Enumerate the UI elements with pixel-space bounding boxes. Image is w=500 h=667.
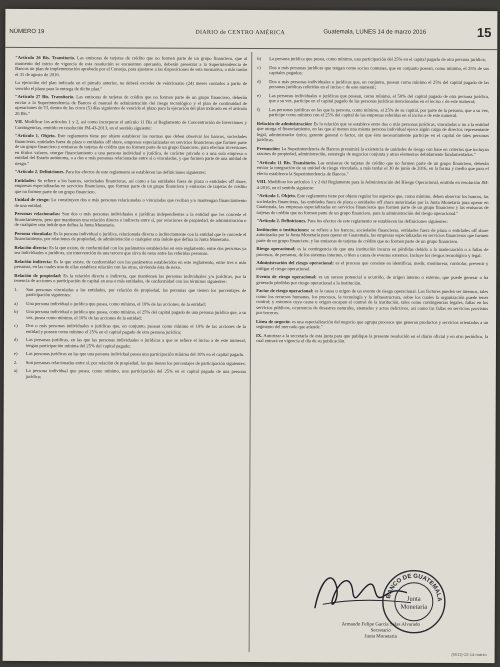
list-text: Son personas relacionadas entre sí, por relación de propiedad, las que tienen los porcentajes de participación siguientes:: [25, 359, 246, 366]
signatory-organization: Junta Monetaria: [364, 634, 397, 640]
paragraph-lead: "Artículo 1. Objeto.: [256, 193, 296, 199]
paragraph-text: Es la que existe, de conformidad con los parámetros establecidos en este reglamento, entre tres o más personas, en las cuales una de ellas establece relación con las otras, sirviendo ésta de nexo.: [14, 258, 247, 270]
paragraph-text: Para los efectos de este reglamento se establecen las definiciones siguientes:: [306, 218, 448, 224]
list-item: [257, 93, 489, 105]
paragraph-text: es el proceso que consiste en identificar, medir, monitorear, controlar, prevenir y mitigar el riesgo operacional.: [256, 260, 489, 271]
list-marker: b): [14, 308, 18, 314]
list-text: Dos o más personas individuales o jurídicas que, en conjunto, posean como mínimo el 10% de las acciones de la entidad y posean como mínimo el 25% en el capital pagado de otra persona jurídica;: [26, 323, 247, 335]
list-marker: a): [14, 300, 18, 306]
paragraph: [256, 218, 488, 225]
paragraph: [256, 260, 488, 272]
paragraph: [14, 244, 246, 256]
paragraph: [14, 211, 246, 229]
list-text: Las personas individuales o jurídicas que posean, como mínimo, el 50% del capital pagado de otra persona jurídica, que a su vez, participe en el capital pagado de las personas jurídicas mencionadas en el inciso c de este numeral;: [269, 92, 490, 104]
paragraph: [257, 160, 489, 178]
paragraph-lead: Persona vinculada:: [14, 230, 53, 236]
paragraph: [15, 133, 247, 167]
list-marker: e): [13, 350, 18, 356]
paragraph: [257, 179, 489, 191]
paragraph: [256, 319, 488, 331]
list-item: [257, 79, 489, 91]
paragraph: [256, 274, 488, 286]
paragraph-lead: Línea de negocio:: [256, 318, 291, 324]
paragraph-lead: IX.: [255, 332, 263, 338]
paragraph: [256, 246, 488, 258]
paragraph-lead: Unidad de riesgo:: [14, 196, 50, 203]
paragraph-text: La Superintendencia de Bancos presumirá la existencia de unidades de riesgo con base en criterios que incluyan razones de propiedad, administración, estrategia de negocios conjunta y otros elementos debidamente fundamentados.": [256, 145, 489, 157]
list-marker: 2.: [13, 359, 18, 365]
list-text: Una persona individual o jurídica que posea, como mínimo, el 25% del capital pagado de una persona jurídica que, a su vez, posea como mínimo, el 10% de las acciones de la entidad;: [26, 309, 247, 321]
left-column: [14, 55, 247, 383]
official-seal: [381, 569, 447, 635]
list-text: La persona individual que posea, como mínimo, una participación del 25% en el capital pagado de una persona jurídica;: [25, 368, 246, 379]
list-marker: b): [257, 56, 262, 62]
list-item: [14, 351, 246, 358]
paragraph: [256, 333, 488, 345]
list-item: [257, 56, 489, 63]
list-text: Las personas jurídicas, en las que las personas individuales o jurídicas a que se refiere el inciso a de este numeral, tengan participación mínima del 25% del capital pagado;: [25, 337, 246, 348]
list-item: [14, 323, 246, 335]
list-text: Las personas jurídicas en las que la persona, como mínimo, el 25% de su capital, por parte de la persona, que a su vez, participe como mínimo con el 25% del capital de las empresas referidas en el inciso e de este numeral.: [268, 106, 489, 118]
list-marker: c): [257, 64, 261, 70]
paragraph-text: Es la que existe, de conformidad con los parámetros establecidos en este reglamento, entre dos personas ya sea individuales o jurídicas, sin intervención de una tercera que sirva de nexo entre las referidas personas.: [14, 244, 247, 256]
list-marker: e): [257, 92, 261, 98]
paragraph-text: Las emisoras de tarjetas de crédito que no formen parte de un grupo financiero, que al momento del inicio de vigencia de esta resolución se encuentren operando, deberán presentar a la Superintendencia de Bancos un plan de implementación aprobado por el Consejo, para ajustarse a las disposiciones de esta normativa, a más tardar el 31 de agosto de 2016.: [15, 55, 248, 77]
list-item: [14, 337, 246, 349]
paragraph-lead: Riesgo operacional:: [256, 246, 296, 252]
paragraph-lead: Evento de riesgo operacional:: [256, 274, 317, 280]
signatory-name: Armando Felipe García Salas Alvarado: [341, 622, 421, 628]
paragraph: [14, 230, 246, 242]
list-item: [257, 107, 489, 119]
paragraph: [257, 121, 489, 144]
list-item: [14, 368, 246, 380]
paragraph-lead: Relación de administración:: [256, 120, 313, 126]
paragraph-lead: Personas relacionadas:: [14, 210, 61, 217]
svg-text:BANCO DE GUATEMALA: BANCO DE GUATEMALA: [386, 573, 442, 602]
paragraph-lead: Relación indirecta:: [14, 258, 53, 264]
svg-text:Monetaria: Monetaria: [400, 603, 428, 611]
list-text: Dos o más personas jurídicas que tengan como socios comunes, que en conjunto posean, como mínimo, el 25% de sus capitales pagados;: [269, 64, 490, 76]
list-marker: a): [13, 367, 18, 373]
paragraph: [15, 80, 247, 92]
paragraph-lead: Entidades:: [14, 177, 36, 183]
paragraph-lead: "Artículo 11 Bis. Transitorio.: [256, 159, 316, 165]
paragraph: [15, 55, 247, 78]
paragraph-text: Se refiere a los bancos, sociedades financieras, así como a las entidades fuera de plaza o entidades off shore, empresas especializadas en servicios financieros, que formen parte de un grupo financiero y emisoras de tarjetas de crédito que no formen parte de un grupo financiero.: [14, 177, 247, 194]
paragraph-lead: Factor de riesgo operacional:: [256, 288, 314, 294]
page-number: 15: [476, 24, 492, 41]
paragraph-text: Es la relación que se establece entre dos o más personas jurídicas, vinculadas o no a la entidad que otorga el financiamiento, en las que al menos una misma persona individual ejerce algún cargo de director, representante legal, administrador único, gerente general o factor, sin que ésta necesariamente participe en el capital de tales personas jurídicas.: [256, 120, 489, 143]
list-text: Dos o más personas individuales o jurídicas que, en conjunto, posean como mínimo el 25% del capital pagado de las personas jurídicas referidas en el inciso c de este numeral;: [269, 78, 490, 90]
issue-number: NÚMERO 19: [9, 28, 45, 36]
paragraph-text: Autorizar a la secretaría de esta junta para que publique la presente resolución en el diario oficial y en otro periódico, la cual entrará en vigencia el día de su publicación.: [255, 332, 489, 344]
signatory-role: Secretario: [370, 628, 391, 634]
right-column: [256, 56, 489, 348]
paragraph-text: Las emisoras de tarjetas de crédito que no formen parte de un grupo financiero, deberán enviar la integración de su unidad de riesgo vinculada, a más tardar el 30 de junio de 2016, en la forma y medio que para el efecto establezca la Superintendencia de Bancos.": [256, 159, 489, 176]
list-marker: f): [256, 106, 261, 112]
column-divider: [249, 52, 253, 652]
list-item: [257, 65, 489, 77]
list-item: [14, 359, 246, 366]
list-marker: d): [13, 336, 18, 342]
paragraph-lead: Administración del riesgo operacional:: [256, 260, 334, 266]
paragraph-text: Este reglamento tiene por objeto establecer las normas que deben observar los bancos, sociedades financieras, entidades fuera de plaza o entidades off shore, empresas especializadas en servicios financieros que formen parte de un grupo financiero y emisoras de tarjetas de crédito que no formen parte de un grupo financiero, para efectuar inversiones en títulos valores, otorgar financiamiento a una persona individual o jurídica, de carácter privado o a una sola empresa o entidad del Estado autónoma, o a dos o más personas relacionadas entre sí o vinculadas, y que formen parte de una unidad de riesgo.": [14, 133, 247, 166]
paragraph-text: Es la relación directa o indirecta, que mantienen las personas individuales y/o jurídicas, por la tenencia de acciones o participación de capital en una o más entidades, de conformidad con los términos siguientes:: [14, 272, 247, 284]
list-item: [14, 309, 246, 321]
svg-text:Junta: Junta: [406, 595, 421, 603]
paragraph-text: es la causa u origen de un evento de riesgo operacional. Los factores pueden ser internos, tales como los recursos humanos, los procesos, la tecnología y la infraestructura, sobre los cuales la organización puede tener control; y externos cuya causa u origen escapan al control de la institución, tales como contingencias legales, fallas en los servicios públicos, ocurrencia de desastres naturales, atentados y actos delictivos, así como las fallas en servicios provistos por terceros.: [256, 288, 489, 316]
paragraph: [257, 146, 489, 158]
paragraph-text: Para los efectos de este reglamento se establecen las definiciones siguientes:: [64, 169, 206, 175]
paragraph-lead: "Artículo 27 Bis. Transitorio.: [15, 93, 75, 100]
list-item: [14, 286, 246, 298]
paragraph: [257, 193, 489, 216]
paragraph-text: Las emisoras de tarjetas de crédito que no formen parte de un grupo financiero, deberán enviar a la Superintendencia de Bancos el manual de administración del riesgo tecnológico y el plan de continuidad de operaciones de TI, dentro de los cinco (5) días siguientes de vencido el plazo para la ejecución del plan indicado en el artículo 26 Bis.": [14, 94, 248, 116]
paragraph-text: es un suceso potencial u ocurrido, de origen interno o externo, que puede generar o ha generado pérdidas por riesgo operacional a la institución.: [256, 274, 489, 285]
paragraph: [15, 197, 247, 209]
paragraph-lead: "Artículo 1. Objeto.: [14, 132, 56, 139]
paragraph: [14, 258, 246, 270]
paragraph-text: Este reglamento tiene por objeto regular los aspectos que, como mínimo, deben observar los bancos, las sociedades financieras, las entidades fuera de plaza o entidades off shore autorizadas por la Junta Monetaria para operar en Guatemala, las empresas especializadas en servicios financieros que formen parte de un grupo financiero y las emisoras de tarjetas de crédito que no formen parte de un grupo financiero, para la administración del riesgo operacional.": [256, 193, 489, 216]
paragraph: [15, 177, 247, 195]
paragraph-lead: VIII.: [256, 179, 267, 185]
list-text: Las personas jurídicas en las que una persona individual posea una participación mínima del 10% en el capital pagado.: [25, 351, 245, 357]
paragraph-text: es la contingencia de que una institución incurra en pérdidas debido a la inadecuación o a fallas de procesos, de personas, de los sistemas internos, o bien a causa de eventos externos. Incluye los riesgos tecnológico y legal.: [256, 246, 489, 258]
list-text: Son personas vinculadas a las entidades, por relación de propiedad, las personas que tienen los porcentajes de participación siguientes:: [26, 286, 247, 298]
paragraph-text: Modificar los artículos 1 y 2, así como incorporar el artículo 11 Bis al Reglamento de Concentración de Inversiones y Contingencias, emitido en resolución JM-43-2013, en el sentido siguiente:: [14, 119, 247, 131]
paragraph: [15, 119, 247, 131]
paragraph: [15, 169, 247, 176]
paragraph: [256, 288, 488, 317]
list-marker: 1.: [14, 286, 18, 292]
paragraph-lead: "Artículo 2. Definiciones.: [14, 168, 65, 175]
paragraph-text: Modificar los artículos 1 y 2 del Reglamento para la Administración del Riesgo Operacional, emitido en resolución JM-4-2016, en el sentido siguiente:: [256, 179, 489, 190]
paragraph-lead: Relación de propiedad:: [14, 272, 62, 278]
paragraph-text: es una especialización del negocio que agrupa procesos que generan productos y servicios orientados a un segmento del mercado que atiende.": [256, 318, 489, 330]
list-text: La persona jurídica que posea, como mínimo, una participación del 25% en el capital pagado de otra persona jurídica;: [269, 56, 486, 63]
paragraph-text: Son dos o más personas individuales o jurídicas independientes a la entidad que les concede el financiamiento, pero que mantienen una relación directa o indirecta entre sí, por relaciones de propiedad, de administración o de cualquier otra índole que defina la Junta Monetaria.: [14, 211, 247, 228]
list-text: Una persona individual o jurídica que posea, como mínimo, el 10% de las acciones, de la entidad;: [26, 300, 206, 307]
print-reference: (5511)-12-14-marzo: [451, 651, 487, 658]
newspaper-page: [3, 9, 498, 663]
list-item: [14, 300, 246, 307]
paragraph: [15, 94, 247, 117]
paragraph-lead: VII.: [14, 118, 23, 125]
paragraph-text: Lo constituyen dos o más personas relacionadas o vinculadas que reciban y/o mantengan financiamiento de una entidad.: [14, 197, 247, 208]
paragraph-lead: "Artículo 26 Bis. Transitorio.: [15, 54, 76, 61]
paragraph-lead: "Artículo 2. Definiciones.: [256, 218, 307, 224]
paragraph-text: La ejecución del plan indicado en el párrafo anterior, no deberá exceder de veinticuatro (24) meses contados a partir de vencido el plazo para la entrega de dicho plan.": [15, 79, 248, 91]
paragraph: [14, 272, 246, 284]
list-marker: d): [257, 78, 261, 84]
paragraph-lead: Relación directa:: [14, 244, 48, 250]
paragraph: [256, 227, 488, 245]
paragraph-text: se refiere a los bancos, sociedades financieras, entidades fuera de plaza o entidades off shore autorizadas por la Junta Monetaria para operar en Guatemala, las empresas especializadas en servicios financieros que formen parte de un grupo financiero, y las emisoras de tarjetas de crédito que no formen parte de un grupo financiero.: [256, 226, 489, 244]
paragraph-text: Es la persona individual o jurídica, relacionada directa o indirectamente con la entidad que le concede el financiamiento, por relaciones de propiedad, de administración o cualquier otra índole que defina la Junta Monetaria.: [14, 230, 247, 242]
paragraph-lead: Institución o instituciones:: [256, 226, 310, 232]
list-marker: c): [14, 322, 18, 328]
publication-date: Guatemala, LUNES 14 de marzo 2016: [323, 29, 427, 36]
paragraph-lead: Presunción:: [256, 145, 281, 151]
page-header: [5, 9, 497, 50]
newspaper-title: DIARIO de CENTRO AMÉRICA: [195, 29, 286, 37]
